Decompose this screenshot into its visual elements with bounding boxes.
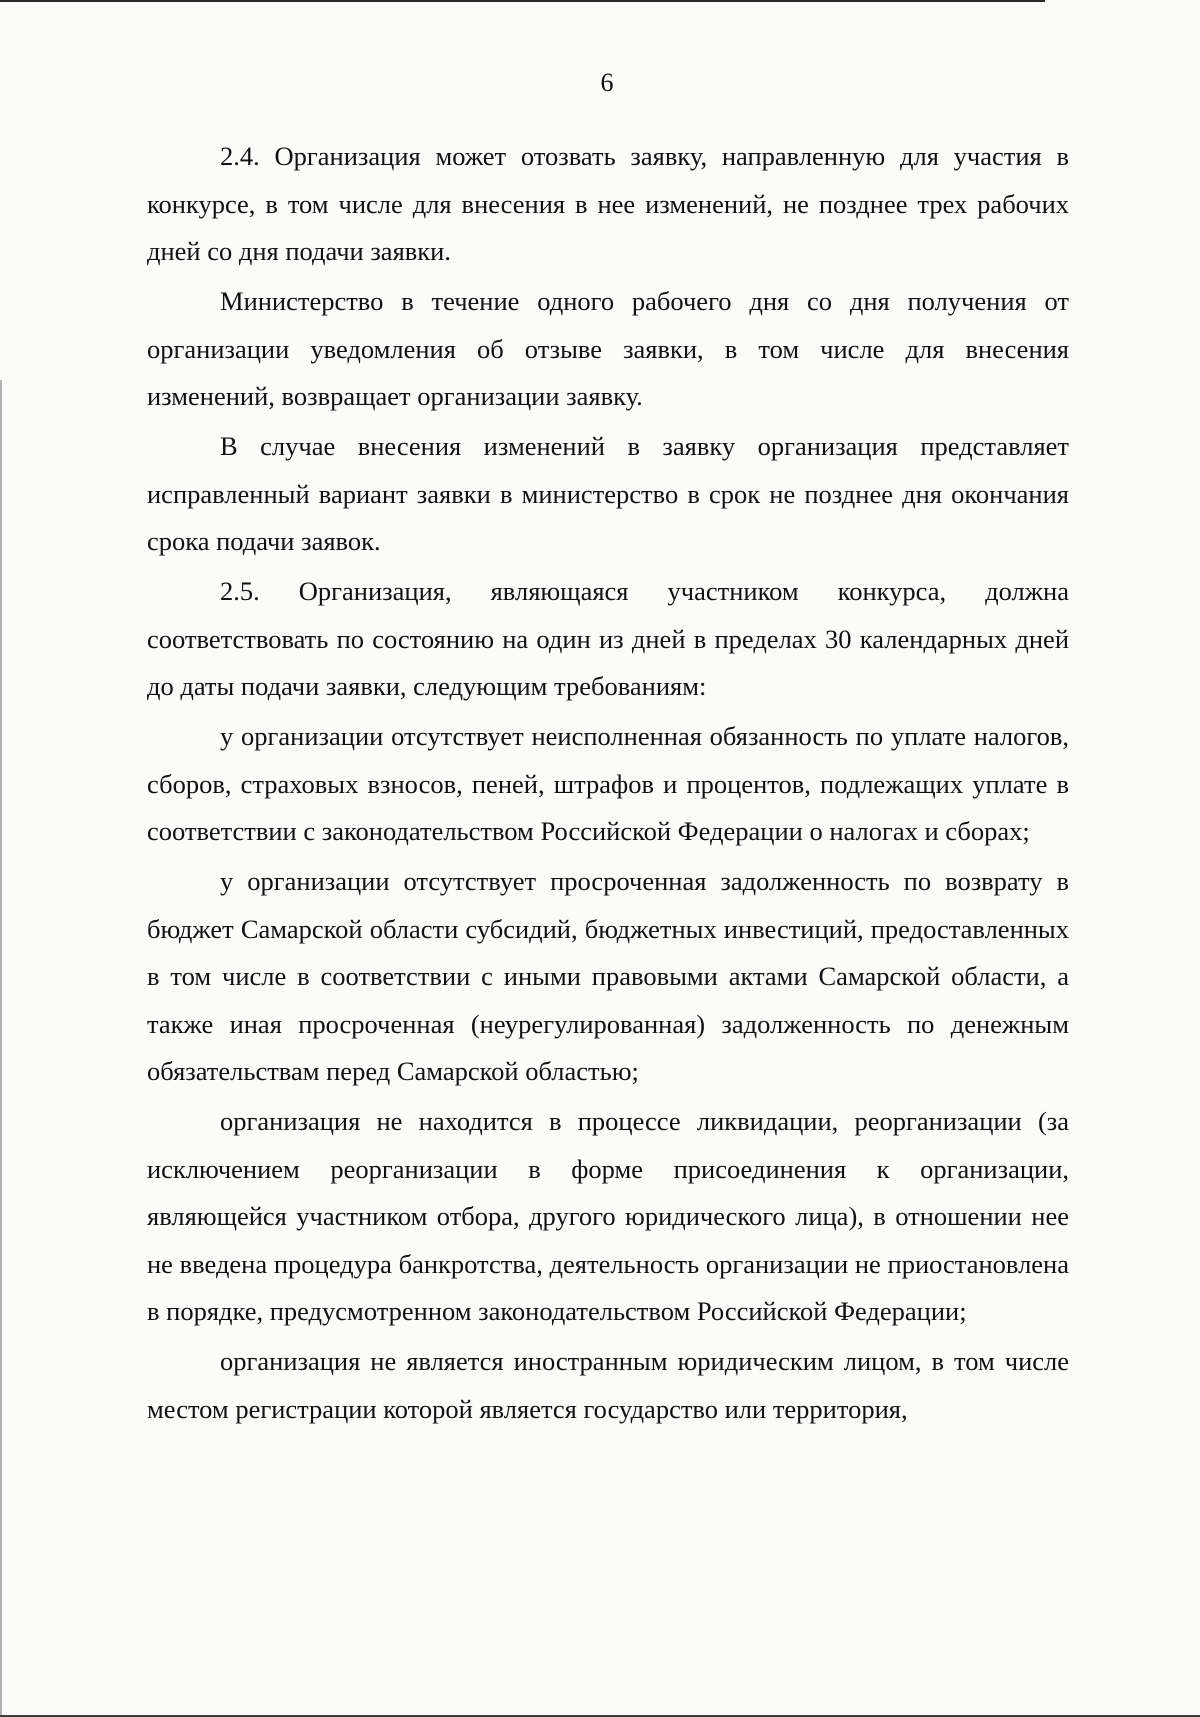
paragraph-requirement-liquidation: организация не находится в процессе ликвидации, реорганизации (за исключением реорганизации в форме присоединения к организации, являющейся участником отбора, другого юридического лица), в отношении нее не введена процедура банкротства, деятельность организации не приостановлена в порядке, предусмотренном законодательством Российской Федерации; [147,1106,1069,1326]
paragraph-requirement-foreign: организация не является иностранным юридическим лицом, в том числе местом регистрации которой является государство или территория, [147,1346,1069,1424]
paragraph-ministry-return: Министерство в течение одного рабочего дня со дня получения от организации уведомления об отзыве заявки, в том числе для внесения изменений, возвращает организации заявку. [147,286,1069,411]
scan-left-edge [0,380,2,1717]
paragraph-requirement-taxes: у организации отсутствует неисполненная обязанность по уплате налогов, сборов, страховых взносов, пеней, штрафов и процентов, подлежащих уплате в соответствии с законодательством Российской Федерации о налогах и сборах; [147,721,1069,846]
paragraph-corrected-version: В случае внесения изменений в заявку организация представляет исправленный вариант заявки в министерство в срок не позднее дня окончания срока подачи заявок. [147,431,1069,556]
document-body [147,133,1069,1436]
paragraph-2-5: 2.5. Организация, являющаяся участником конкурса, должна соответствовать по состоянию на один из дней в пределах 30 календарных дней до даты подачи заявки, следующим требованиям: [147,576,1069,701]
page-number: 6 [600,68,614,97]
paragraph-requirement-debt: у организации отсутствует просроченная задолженность по возврату в бюджет Самарской области субсидий, бюджетных инвестиций, предоставленных в том числе в соответствии с иными правовыми актами Самарской области, а также иная просроченная (неурегулированная) задолженность по денежным обязательствам перед Самарской областью; [147,866,1069,1086]
scan-top-edge [0,0,1045,2]
paragraph-2-4: 2.4. Организация может отозвать заявку, направленную для участия в конкурсе, в том числе для внесения в нее изменений, не позднее трех рабочих дней со дня подачи заявки. [147,141,1069,266]
